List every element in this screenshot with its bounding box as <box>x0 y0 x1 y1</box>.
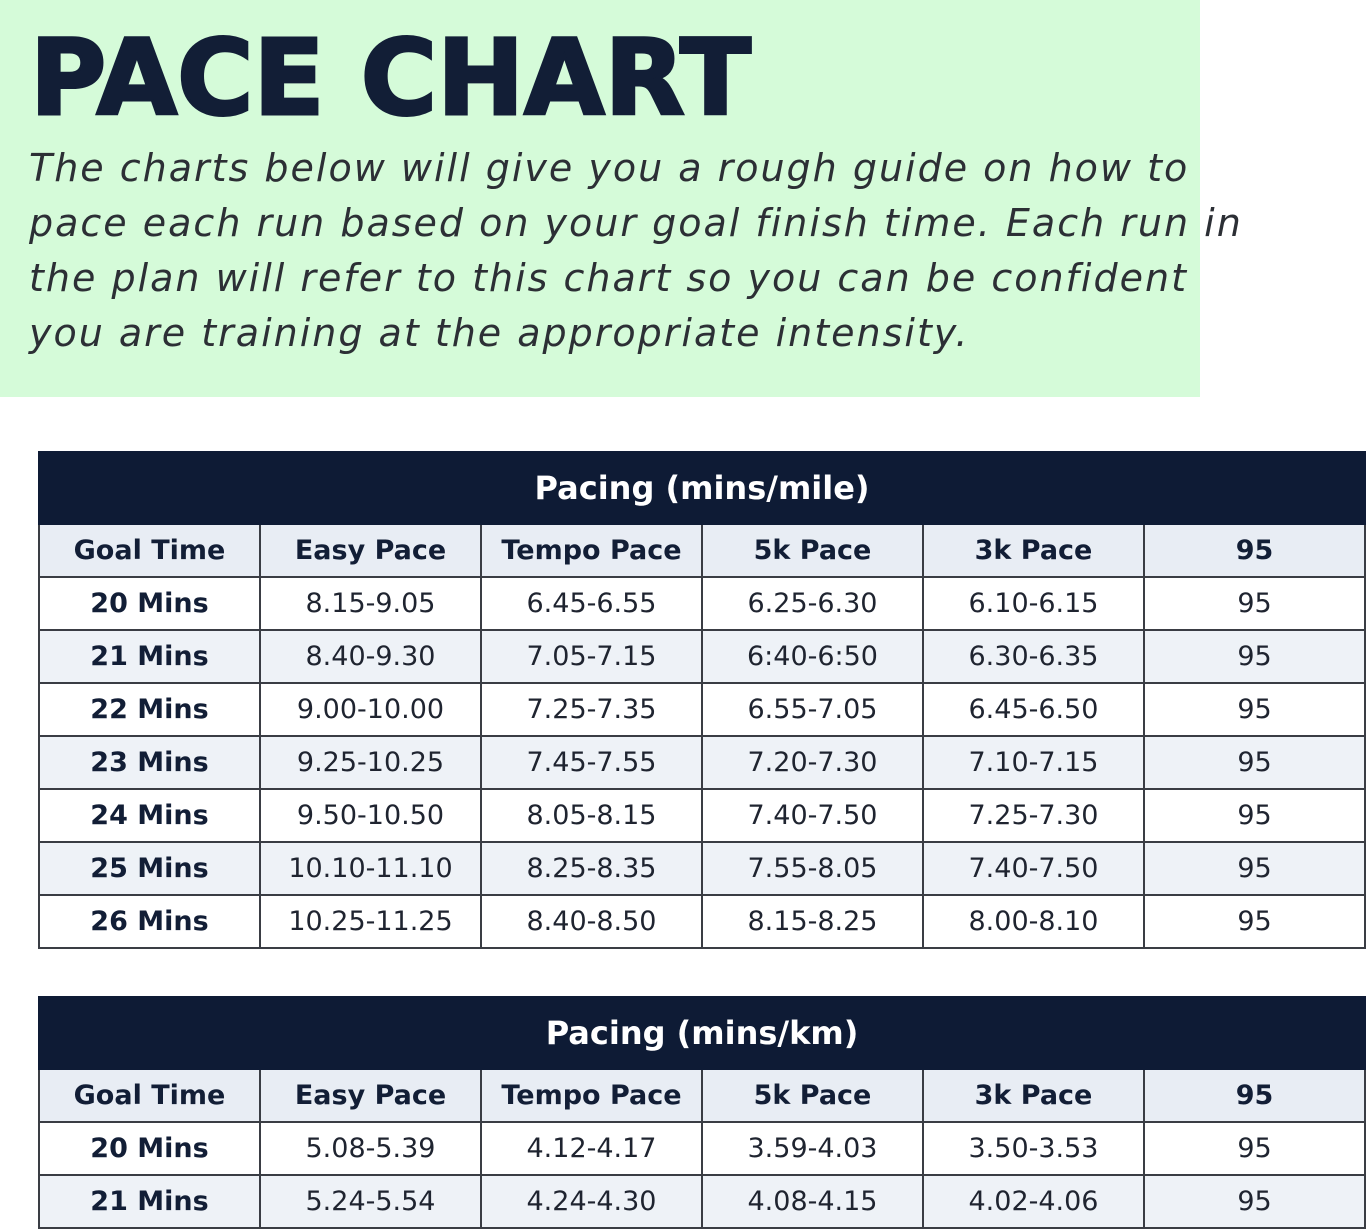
column-header-tempo-pace: Tempo Pace <box>481 524 702 577</box>
cut-off-cell: 95 <box>1144 630 1365 683</box>
pace-table-km <box>38 996 1366 1229</box>
column-header-3k-pace: 3k Pace <box>923 524 1144 577</box>
table-row <box>39 630 1365 683</box>
intro-banner <box>0 0 1243 397</box>
5k-pace-cell: 6:40-6:50 <box>702 630 923 683</box>
intro-line: the plan will refer to this chart so you can be confident <box>29 256 1188 300</box>
easy-pace-cell: 10.10-11.10 <box>260 842 481 895</box>
cut-off-cell: 95 <box>1144 842 1365 895</box>
column-header-5k-pace: 5k Pace <box>702 1069 923 1122</box>
3k-pace-cell: 7.10-7.15 <box>923 736 1144 789</box>
table-row <box>39 789 1365 842</box>
goal-time-cell: 20 Mins <box>39 577 260 630</box>
tempo-pace-cell: 8.40-8.50 <box>481 895 702 948</box>
3k-pace-cell: 6.45-6.50 <box>923 683 1144 736</box>
table-row <box>39 1122 1365 1175</box>
3k-pace-cell: 6.30-6.35 <box>923 630 1144 683</box>
5k-pace-cell: 7.40-7.50 <box>702 789 923 842</box>
goal-time-cell: 20 Mins <box>39 1122 260 1175</box>
column-header-cut-off: 95 <box>1144 1069 1365 1122</box>
column-header-3k-pace: 3k Pace <box>923 1069 1144 1122</box>
5k-pace-cell: 7.20-7.30 <box>702 736 923 789</box>
tempo-pace-cell: 4.12-4.17 <box>481 1122 702 1175</box>
easy-pace-cell: 10.25-11.25 <box>260 895 481 948</box>
easy-pace-cell: 8.40-9.30 <box>260 630 481 683</box>
column-header-easy-pace: Easy Pace <box>260 1069 481 1122</box>
cut-off-cell: 95 <box>1144 577 1365 630</box>
easy-pace-cell: 5.08-5.39 <box>260 1122 481 1175</box>
3k-pace-cell: 7.40-7.50 <box>923 842 1144 895</box>
column-header-tempo-pace: Tempo Pace <box>481 1069 702 1122</box>
pace-table-mile <box>38 451 1366 949</box>
goal-time-cell: 26 Mins <box>39 895 260 948</box>
goal-time-cell: 25 Mins <box>39 842 260 895</box>
goal-time-cell: 22 Mins <box>39 683 260 736</box>
goal-time-cell: 21 Mins <box>39 630 260 683</box>
tempo-pace-cell: 8.05-8.15 <box>481 789 702 842</box>
5k-pace-cell: 7.55-8.05 <box>702 842 923 895</box>
intro-line: The charts below will give you a rough guide on how to <box>29 146 1190 190</box>
goal-time-cell: 21 Mins <box>39 1175 260 1228</box>
5k-pace-cell: 3.59-4.03 <box>702 1122 923 1175</box>
table-row <box>39 577 1365 630</box>
intro-line: you are training at the appropriate intensity. <box>29 311 970 355</box>
cut-off-cell: 95 <box>1144 789 1365 842</box>
column-header-cut-off: 95 <box>1144 524 1365 577</box>
3k-pace-cell: 7.25-7.30 <box>923 789 1144 842</box>
5k-pace-cell: 8.15-8.25 <box>702 895 923 948</box>
5k-pace-cell: 6.25-6.30 <box>702 577 923 630</box>
goal-time-cell: 24 Mins <box>39 789 260 842</box>
intro-line: pace each run based on your goal finish time. Each run in <box>29 201 1243 245</box>
easy-pace-cell: 8.15-9.05 <box>260 577 481 630</box>
tempo-pace-cell: 4.24-4.30 <box>481 1175 702 1228</box>
cut-off-cell: 95 <box>1144 1175 1365 1228</box>
tempo-pace-cell: 7.25-7.35 <box>481 683 702 736</box>
3k-pace-cell: 3.50-3.53 <box>923 1122 1144 1175</box>
table-row <box>39 1175 1365 1228</box>
column-header-5k-pace: 5k Pace <box>702 524 923 577</box>
cut-off-cell: 95 <box>1144 895 1365 948</box>
table-row <box>39 895 1365 948</box>
intro-paragraph <box>29 141 1329 361</box>
tempo-pace-cell: 7.45-7.55 <box>481 736 702 789</box>
cut-off-cell: 95 <box>1144 736 1365 789</box>
table-title-text: Pacing (mins/mile) <box>534 469 870 507</box>
pace-table-km-wrapper <box>38 996 1274 1217</box>
table-title <box>39 452 1365 524</box>
table-row <box>39 842 1365 895</box>
tempo-pace-cell: 8.25-8.35 <box>481 842 702 895</box>
tempo-pace-cell: 7.05-7.15 <box>481 630 702 683</box>
column-header-goal-time: Goal Time <box>39 524 260 577</box>
tempo-pace-cell: 6.45-6.55 <box>481 577 702 630</box>
easy-pace-cell: 9.50-10.50 <box>260 789 481 842</box>
table-row <box>39 683 1365 736</box>
easy-pace-cell: 9.00-10.00 <box>260 683 481 736</box>
table-title-text: Pacing (mins/km) <box>545 1014 859 1052</box>
5k-pace-cell: 4.08-4.15 <box>702 1175 923 1228</box>
3k-pace-cell: 4.02-4.06 <box>923 1175 1144 1228</box>
cut-off-cell: 95 <box>1144 683 1365 736</box>
table-title <box>39 997 1365 1069</box>
cut-off-cell: 95 <box>1144 1122 1365 1175</box>
page-title: PACE CHART <box>30 17 751 139</box>
pace-table-mile-wrapper <box>38 451 1274 960</box>
3k-pace-cell: 8.00-8.10 <box>923 895 1144 948</box>
table-row <box>39 736 1365 789</box>
column-header-easy-pace: Easy Pace <box>260 524 481 577</box>
column-header-goal-time: Goal Time <box>39 1069 260 1122</box>
goal-time-cell: 23 Mins <box>39 736 260 789</box>
3k-pace-cell: 6.10-6.15 <box>923 577 1144 630</box>
easy-pace-cell: 5.24-5.54 <box>260 1175 481 1228</box>
5k-pace-cell: 6.55-7.05 <box>702 683 923 736</box>
easy-pace-cell: 9.25-10.25 <box>260 736 481 789</box>
